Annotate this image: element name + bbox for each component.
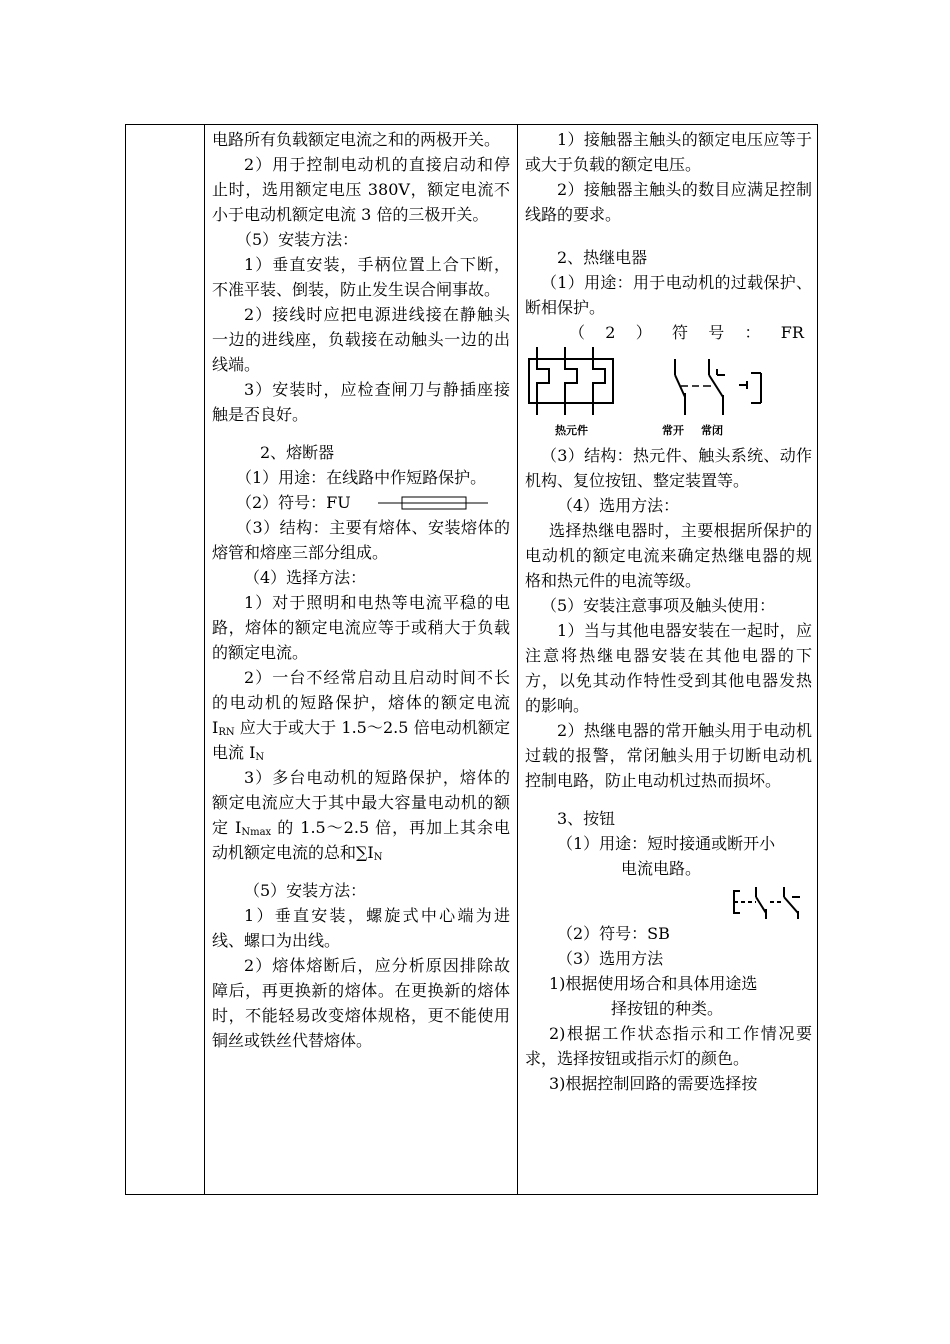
fuse-symbol-line [212, 490, 510, 515]
text-para: 1）接触器主触头的额定电压应等于或大于负载的额定电压。 [525, 130, 812, 174]
text-run: （ [569, 323, 586, 342]
text-para: 电流电路。 [621, 859, 702, 878]
text-run: 3）多台电动机的短路保护，熔体的额定电流应大于其中最大容量电动机的额定 I [212, 768, 510, 837]
text-para: 1）对于照明和电热等电流平稳的电路，熔体的额定电流应等于或稍大于负载的额定电流。 [212, 593, 510, 662]
subscript: N [373, 852, 383, 863]
text-run: FR [780, 323, 804, 342]
button-symbol-row [525, 881, 812, 921]
subscript: N [255, 752, 265, 763]
text-run: 的 1.5～2.5 倍，再加上其余电动机额定电流的总和∑I [212, 818, 510, 862]
label-heating-element: 热元件 [555, 424, 588, 437]
label-normally-open: 常开 [662, 424, 684, 437]
text-para: （1）用途：短时接通或断开小 [557, 834, 776, 853]
text-para: 2）接触器主触头的数目应满足控制线路的要求。 [525, 180, 812, 224]
text-para: 选择热继电器时，主要根据所保护的电动机的额定电流来确定热继电器的规格和热元件的电流等级。 [525, 521, 812, 590]
text-run: 号 [708, 323, 725, 342]
thermal-contact-icon [739, 373, 761, 403]
text-para: （5）安装方法： [236, 230, 359, 249]
text-para: （4）选择方法： [244, 568, 367, 587]
pushbutton-symbol-icon [732, 883, 806, 919]
text-para: （2）符号：SB [557, 924, 670, 943]
text-para: （1）用途：在线路中作短路保护。 [236, 468, 487, 487]
heating-element-icon [529, 347, 613, 415]
text-para: （3）结构：热元件、触头系统、动作机构、复位按钮、整定装置等。 [525, 446, 812, 490]
text-para: （1）用途：用于电动机的过载保护、断相保护。 [525, 273, 812, 317]
text-para: 3)根据控制回路的需要选择按 [549, 1074, 758, 1093]
section-heading-fuse: 2、熔断器 [260, 443, 335, 462]
text-para: 1)根据使用场合和具体用途选 [549, 974, 758, 993]
thermal-symbol-line [525, 320, 812, 345]
text-para: （3）结构：主要有熔体、安装熔体的熔管和熔座三部分组成。 [212, 518, 510, 562]
text-para: 2）用于控制电动机的直接启动和停止时，选用额定电压 380V，额定电流不小于电动机额定电流 3 倍的三极开关。 [212, 155, 510, 224]
text-para: 2）熔体熔断后，应分析原因排除故障后，再更换新的熔体。在更换新的熔体时，不能轻易改变熔体规格，更不能使用铜丝或铁丝代替熔体。 [212, 956, 510, 1050]
text-para: 电路所有负载额定电流之和的两极开关。 [212, 130, 501, 149]
text-para [212, 765, 510, 865]
text-para: 2）热继电器的常开触头用于电动机过载的报警，常闭触头用于切断电动机控制电路，防止电动机过热而损坏。 [525, 721, 812, 790]
text-para: 2）接线时应把电源进线接在静触头一边的进线座，负载接在动触头一边的出线端。 [212, 305, 510, 374]
text-para: （3）选用方法 [557, 949, 664, 968]
column-divider-1 [204, 125, 205, 1194]
text-para [212, 665, 510, 765]
normally-closed-contact-icon [703, 359, 725, 415]
text-run: 2 [605, 323, 616, 342]
text-run: ） [635, 323, 652, 342]
fuse-symbol-icon [378, 494, 488, 512]
content-table [125, 124, 818, 1195]
left-column [212, 125, 510, 1053]
fuse-symbol-label: （2）符号：FU [236, 493, 351, 512]
text-run: 符 [671, 323, 688, 342]
text-para: 2)根据工作状态指示和工作情况要求，选择按钮或指示灯的颜色。 [525, 1024, 812, 1068]
text-para: 择按钮的种类。 [611, 999, 724, 1018]
text-run: 2）一台不经常启动且启动时间不长的电动机的短路保护，熔体的额定电流 I [212, 668, 510, 737]
section-heading-button: 3、按钮 [557, 809, 616, 828]
text-para: （5）安装注意事项及触头使用： [541, 596, 776, 615]
right-column [525, 125, 812, 1096]
subscript: RN [218, 727, 235, 738]
text-para: 1）垂直安装，手柄位置上合下断，不准平装、倒装，防止发生误合闸事故。 [212, 255, 510, 299]
text-run: 应大于或大于 1.5～2.5 倍电动机额定电流 I [212, 718, 510, 762]
column-divider-2 [517, 125, 518, 1194]
thermal-relay-symbol-figure [525, 345, 812, 443]
text-para: 1）垂直安装，螺旋式中心端为进线、螺口为出线。 [212, 906, 510, 950]
text-para: 3）安装时，应检查闸刀与静插座接触是否良好。 [212, 380, 510, 424]
normally-open-contact-icon [675, 359, 699, 415]
subscript: Nmax [241, 827, 272, 838]
label-normally-closed: 常闭 [701, 424, 723, 437]
section-heading-thermal-relay: 2、热继电器 [557, 248, 648, 267]
text-para: （4）选用方法： [557, 496, 680, 515]
text-run: ： [744, 323, 761, 342]
text-para: 1）当与其他电器安装在一起时，应注意将热继电器安装在其他电器的下方，以免其动作特性受到其他电器发热的影响。 [525, 621, 812, 715]
text-para: （5）安装方法： [244, 881, 367, 900]
